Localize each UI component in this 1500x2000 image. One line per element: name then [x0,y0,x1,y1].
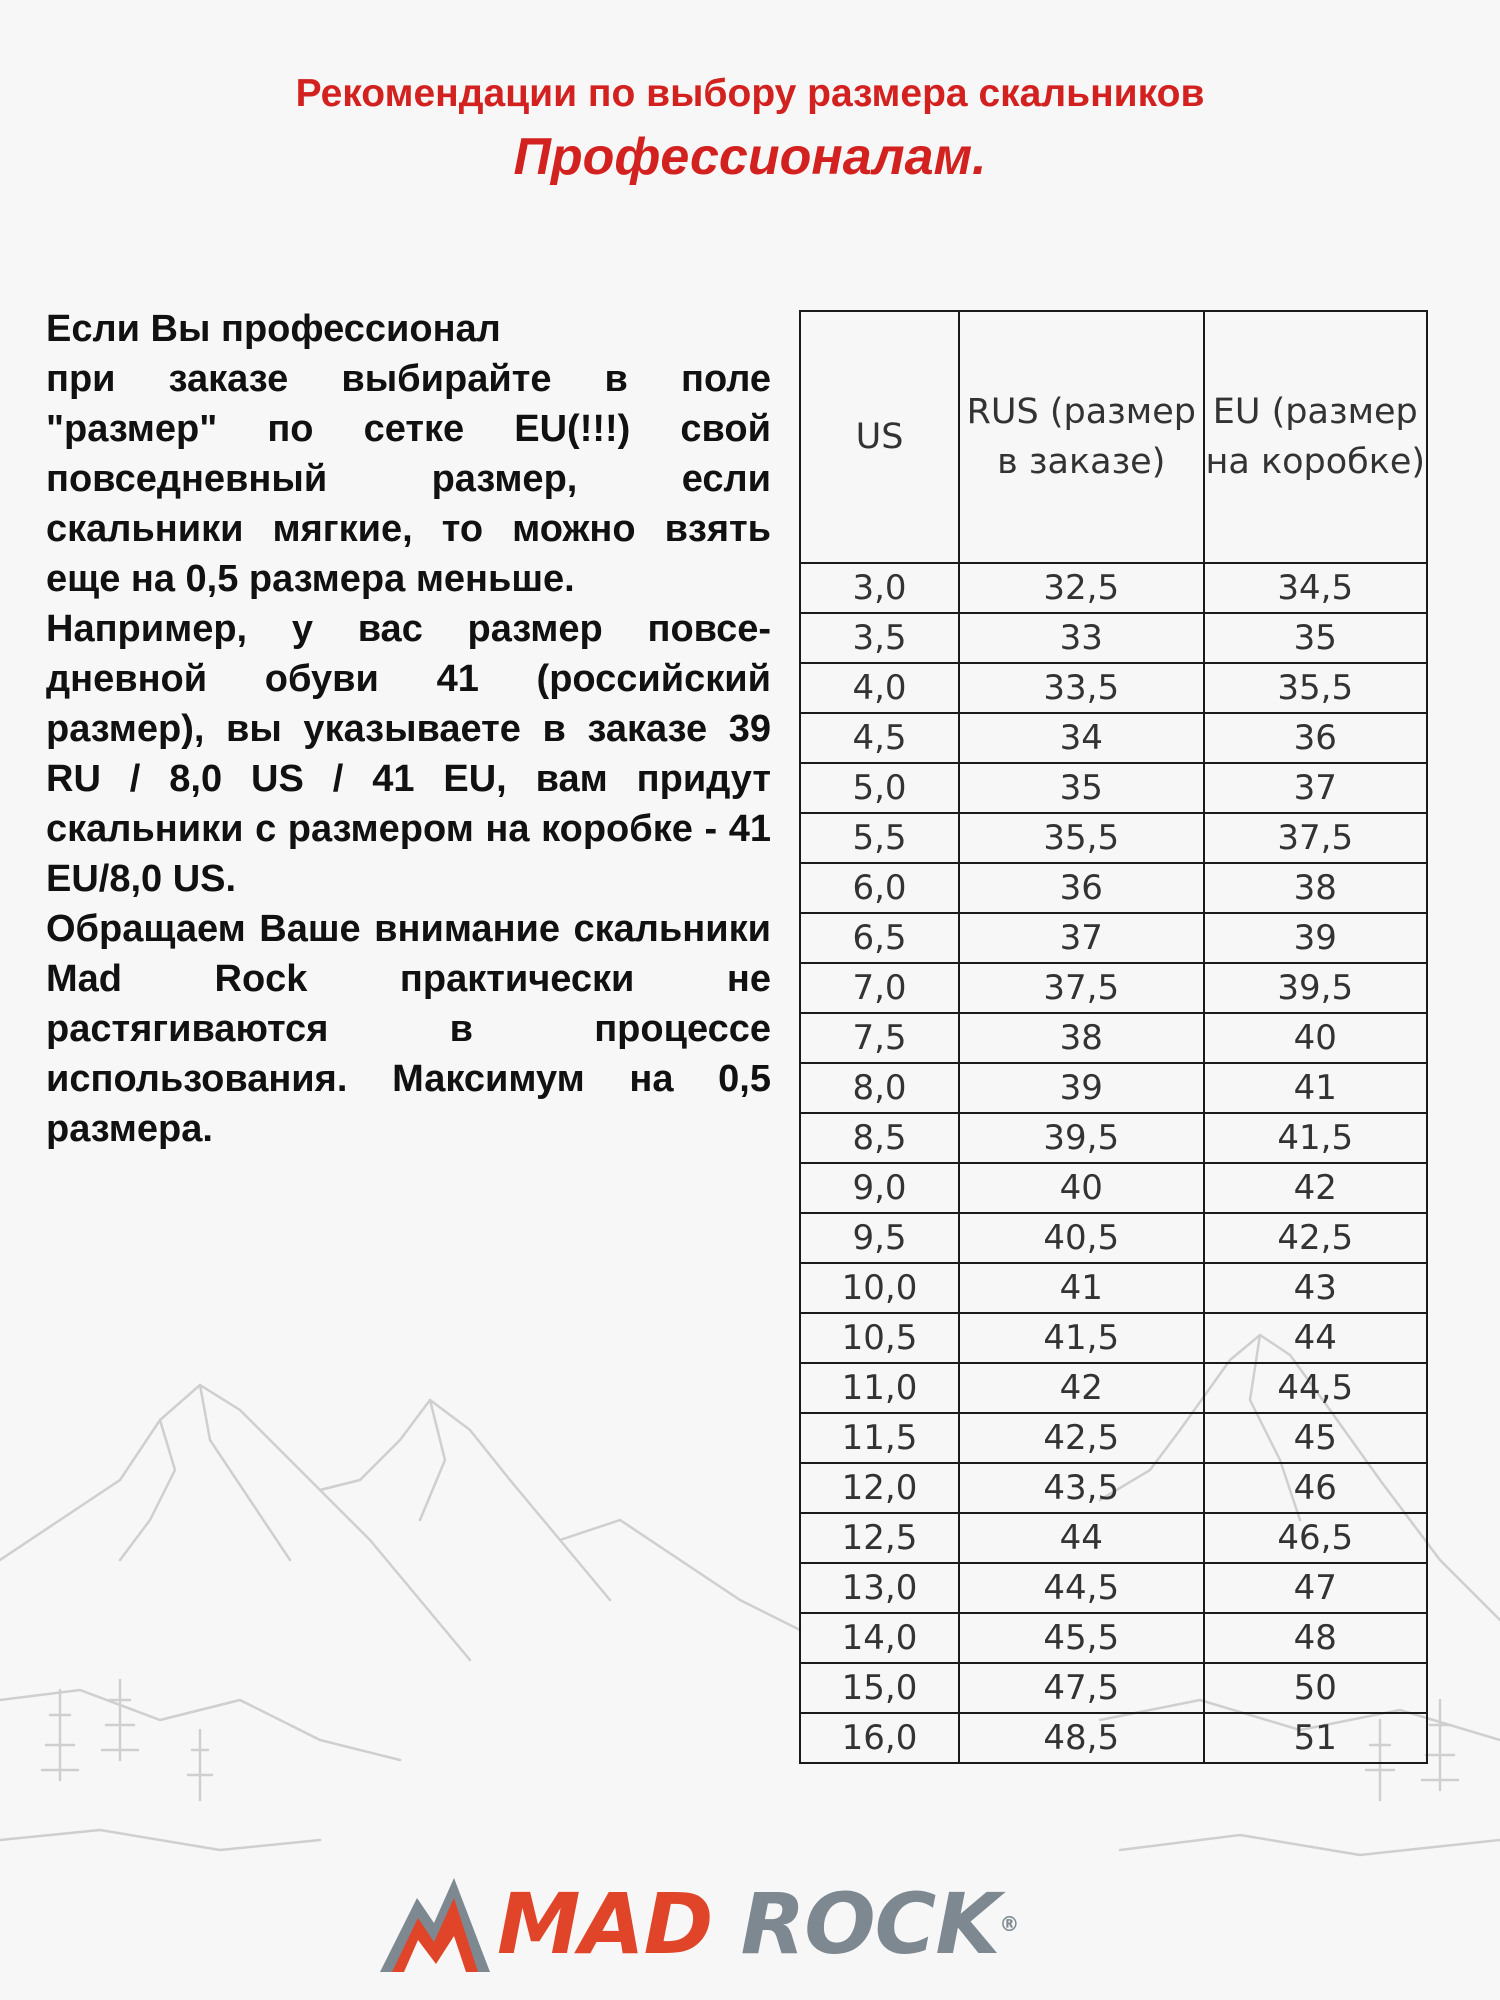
cell-us: 14,0 [800,1613,959,1663]
cell-rus: 37 [959,913,1204,963]
cell-eu: 47 [1204,1563,1427,1613]
table-row [800,1213,1427,1263]
table-row [800,1413,1427,1463]
table-row [800,813,1427,863]
cell-eu: 40 [1204,1013,1427,1063]
cell-us: 12,0 [800,1463,959,1513]
table-row [800,1113,1427,1163]
cell-eu: 36 [1204,713,1427,763]
table-row [800,1613,1427,1663]
cell-rus: 38 [959,1013,1204,1063]
cell-rus: 33 [959,613,1204,663]
cell-rus: 37,5 [959,963,1204,1013]
cell-us: 3,5 [800,613,959,663]
cell-eu: 35 [1204,613,1427,663]
table-row [800,1263,1427,1313]
cell-eu: 42,5 [1204,1213,1427,1263]
cell-eu: 44 [1204,1313,1427,1363]
mad-rock-logo [372,1868,1072,1978]
page-title: Рекомендации по выбору размера скальников [295,72,1205,115]
table-row [800,563,1427,613]
cell-us: 7,5 [800,1013,959,1063]
table-row [800,1513,1427,1563]
table-row [800,763,1427,813]
text-paragraph: Обращаем Ваше внимание скальники Mad Rock практически не растягиваются в процессе использования. Максимум на 0,5 размера. [46,908,771,1150]
cell-us: 9,5 [800,1213,959,1263]
cell-us: 15,0 [800,1663,959,1713]
cell-rus: 40 [959,1163,1204,1213]
table-row [800,963,1427,1013]
logo-registered-mark: ® [999,1912,1019,1936]
cell-eu: 39 [1204,913,1427,963]
cell-us: 16,0 [800,1713,959,1763]
recommendation-text [46,304,771,1154]
logo-mad: MAD [497,1875,713,1973]
cell-us: 11,5 [800,1413,959,1463]
cell-rus: 43,5 [959,1463,1204,1513]
cell-eu: 51 [1204,1713,1427,1763]
cell-eu: 41 [1204,1063,1427,1113]
cell-eu: 35,5 [1204,663,1427,713]
cell-us: 9,0 [800,1163,959,1213]
header-eu: EU (размер на коробке) [1204,311,1427,563]
cell-rus: 33,5 [959,663,1204,713]
text-paragraph: при заказе выбирайте в поле "размер" по сетке EU(!!!) свой повседневный размер, если скальники мягкие, то можно взять еще на 0,5 размера меньше. [46,358,771,600]
cell-rus: 42,5 [959,1413,1204,1463]
table-row [800,1163,1427,1213]
cell-rus: 36 [959,863,1204,913]
table-row [800,1363,1427,1413]
table-row [800,1563,1427,1613]
cell-eu: 42 [1204,1163,1427,1213]
cell-us: 10,0 [800,1263,959,1313]
cell-rus: 47,5 [959,1663,1204,1713]
cell-eu: 48 [1204,1613,1427,1663]
mountain-logo-icon [372,1868,497,1978]
cell-eu: 38 [1204,863,1427,913]
header-us: US [800,311,959,563]
cell-rus: 35 [959,763,1204,813]
cell-eu: 37,5 [1204,813,1427,863]
cell-us: 8,5 [800,1113,959,1163]
cell-rus: 45,5 [959,1613,1204,1663]
table-row [800,663,1427,713]
cell-eu: 46 [1204,1463,1427,1513]
table-row [800,713,1427,763]
table-row [800,1463,1427,1513]
table-row [800,1013,1427,1063]
cell-eu: 43 [1204,1263,1427,1313]
table-row [800,613,1427,663]
cell-eu: 46,5 [1204,1513,1427,1563]
table-row [800,1713,1427,1763]
cell-eu: 50 [1204,1663,1427,1713]
cell-rus: 44 [959,1513,1204,1563]
text-paragraph: Например, у вас размер повсе-дневной обуви 41 (российский размер), вы указываете в заказе 39 RU / 8,0 US / 41 EU, вам придут скальники с размером на коробке - 41 EU/8,0 US. [46,608,771,900]
cell-us: 6,0 [800,863,959,913]
cell-rus: 40,5 [959,1213,1204,1263]
cell-rus: 41 [959,1263,1204,1313]
table-row [800,1663,1427,1713]
cell-us: 8,0 [800,1063,959,1113]
cell-rus: 35,5 [959,813,1204,863]
cell-eu: 45 [1204,1413,1427,1463]
cell-us: 13,0 [800,1563,959,1613]
table-row [800,1313,1427,1363]
cell-rus: 48,5 [959,1713,1204,1763]
text-paragraph: Если Вы профессионал [46,308,501,350]
cell-rus: 39,5 [959,1113,1204,1163]
cell-eu: 37 [1204,763,1427,813]
cell-rus: 44,5 [959,1563,1204,1613]
cell-eu: 34,5 [1204,563,1427,613]
size-chart-table [799,310,1428,1764]
cell-us: 5,5 [800,813,959,863]
table-row [800,1063,1427,1113]
cell-rus: 32,5 [959,563,1204,613]
cell-us: 5,0 [800,763,959,813]
cell-us: 12,5 [800,1513,959,1563]
logo-rock: ROCK [740,1875,1000,1973]
cell-us: 10,5 [800,1313,959,1363]
cell-us: 4,0 [800,663,959,713]
cell-us: 6,5 [800,913,959,963]
table-row [800,863,1427,913]
cell-us: 7,0 [800,963,959,1013]
cell-eu: 39,5 [1204,963,1427,1013]
logo-wordmark [497,1874,1018,1974]
cell-rus: 41,5 [959,1313,1204,1363]
cell-eu: 44,5 [1204,1363,1427,1413]
page-subtitle: Профессионалам. [513,128,987,186]
cell-rus: 39 [959,1063,1204,1113]
cell-us: 3,0 [800,563,959,613]
table-header-row [800,311,1427,563]
cell-us: 11,0 [800,1363,959,1413]
header-rus: RUS (размер в заказе) [959,311,1204,563]
table-body [800,563,1427,1763]
cell-us: 4,5 [800,713,959,763]
cell-rus: 34 [959,713,1204,763]
table-row [800,913,1427,963]
cell-eu: 41,5 [1204,1113,1427,1163]
cell-rus: 42 [959,1363,1204,1413]
